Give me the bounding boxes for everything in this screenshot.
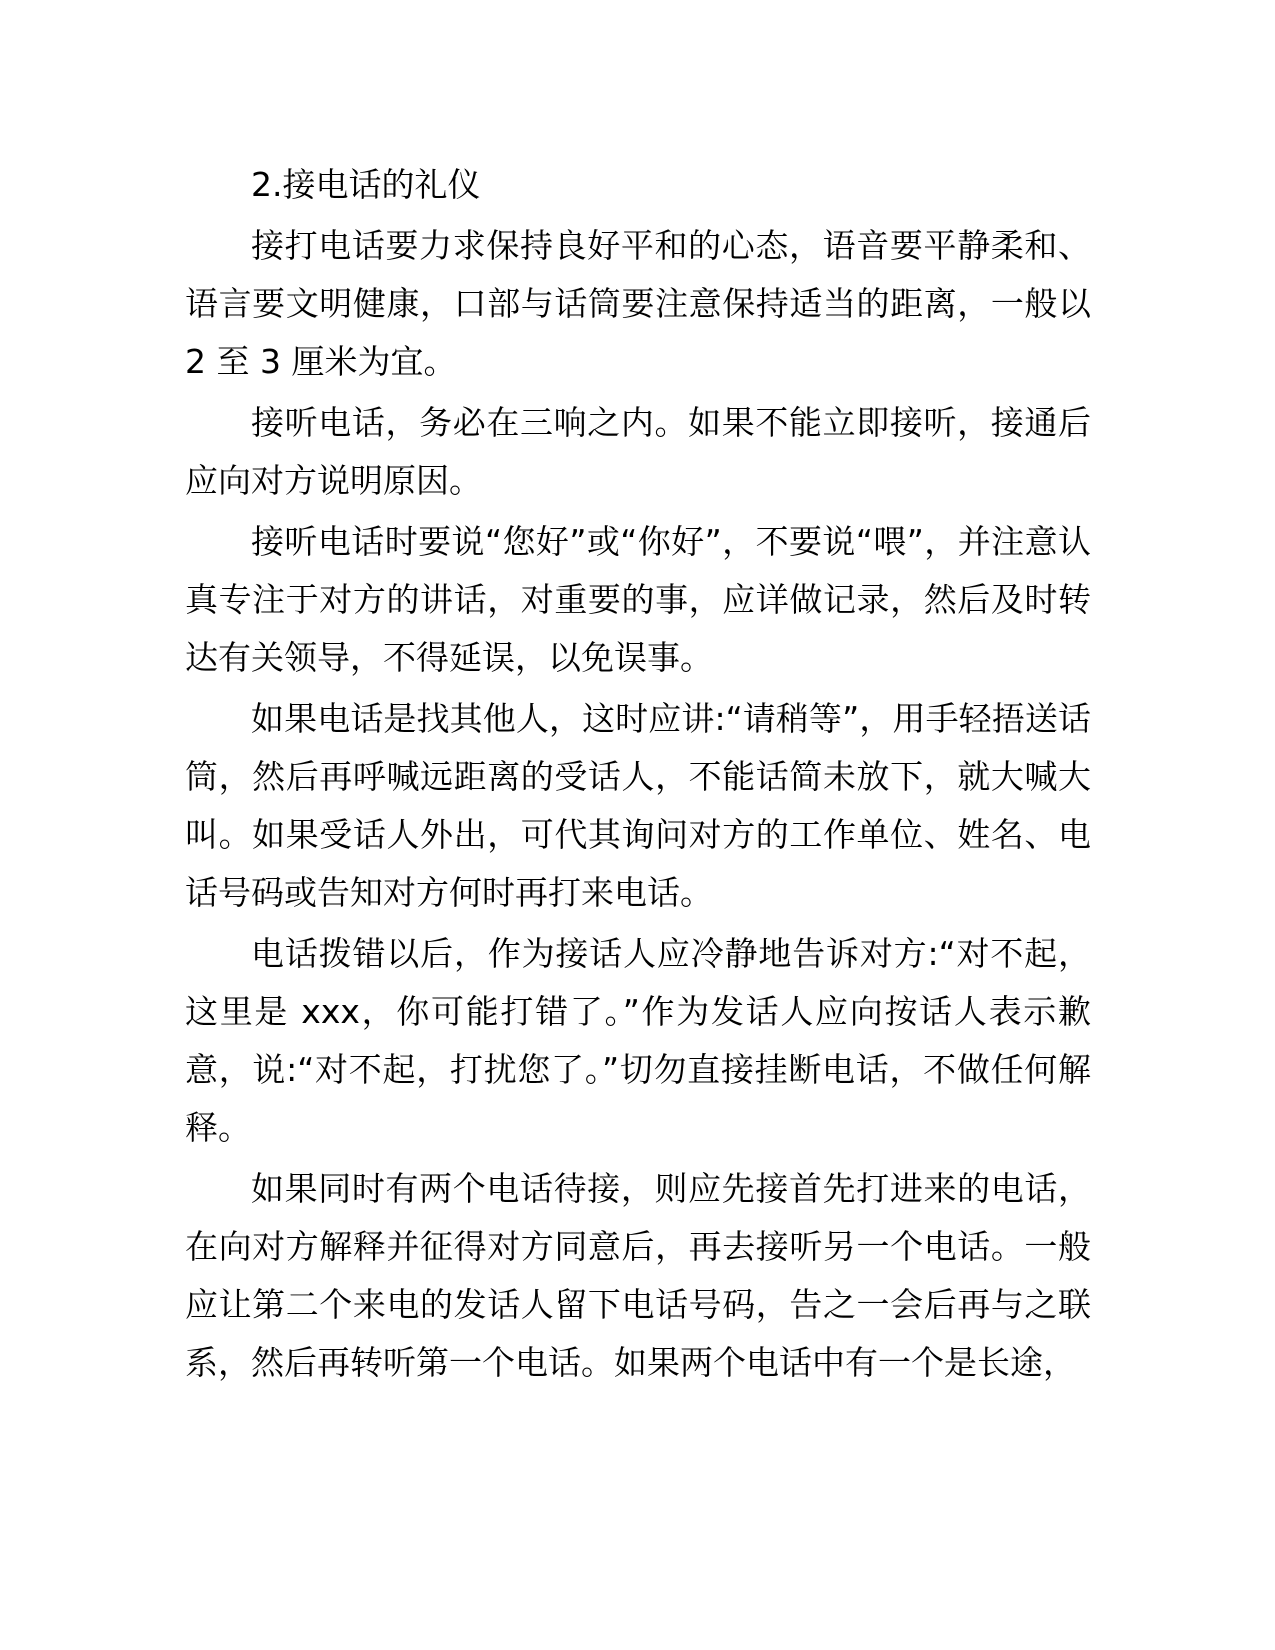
paragraph-wrong-number: 电话拨错以后，作为接话人应冷静地告诉对方:“对不起，这里是 xxx，你可能打错了。”作为发话人应向按话人表示歉意，说:“对不起，打扰您了。”切勿直接挂断电话，不做任何解释。: [185, 934, 1091, 1147]
section-heading: 2.接电话的礼仪: [251, 165, 481, 204]
paragraph-answer-within-three-rings: 接听电话，务必在三响之内。如果不能立即接听，接通后应向对方说明原因。: [185, 403, 1091, 500]
paragraph-call-manners: 接打电话要力求保持良好平和的心态，语音要平静柔和、语言要文明健康，口部与话筒要注意保持适当的距离，一般以 2 至 3 厘米为宜。: [185, 226, 1091, 381]
paragraph-greeting: 接听电话时要说“您好”或“你好”，不要说“喂”，并注意认真专注于对方的讲话，对重要的事，应详做记录，然后及时转达有关领导，不得延误，以免误事。: [185, 522, 1091, 677]
paragraph-two-calls: 如果同时有两个电话待接，则应先接首先打进来的电话，在向对方解释并征得对方同意后，再去接听另一个电话。一般应让第二个来电的发话人留下电话号码，告之一会后再与之联系，然后再转听第一个电话。如果两个电话中有一个是长途，: [185, 1169, 1091, 1382]
document-body: [185, 156, 1091, 1395]
paragraph-call-for-others: 如果电话是找其他人，这时应讲:“请稍等”，用手轻捂送话筒，然后再呼喊远距离的受话人，不能话简未放下，就大喊大叫。如果受话人外出，可代其询问对方的工作单位、姓名、电话号码或告知对方何时再打来电话。: [185, 699, 1091, 912]
